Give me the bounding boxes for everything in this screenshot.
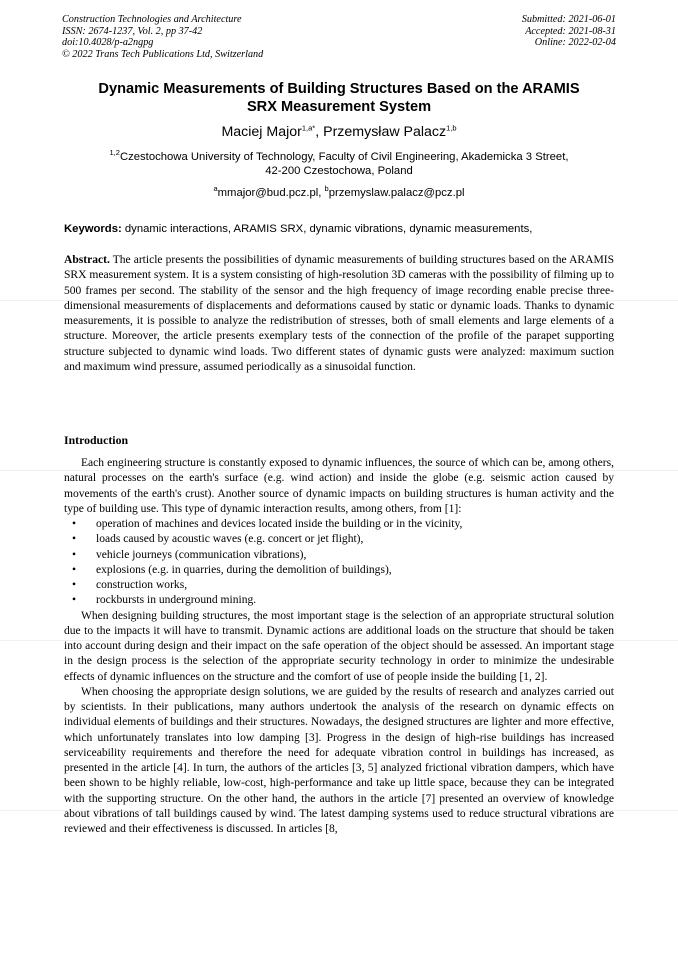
- submitted-date: Submitted: 2021-06-01: [521, 14, 616, 25]
- email-superscript: b: [324, 184, 329, 194]
- list-item-text: construction works,: [96, 579, 188, 591]
- list-item: [64, 517, 614, 532]
- issn: ISSN: 2674-1237, Vol. 2, pp 37-42: [62, 25, 203, 37]
- affiliation-line: Czestochowa University of Technology, Faculty of Civil Engineering, Akademicka 3 Street,: [119, 151, 569, 163]
- title-line: SRX Measurement System: [246, 99, 432, 115]
- paragraph: When designing building structures, the most important stage is the selection of an appropriate structural solution due to the impacts it will have to transmit. Dynamic actions are additional loads on the structure that should be taken into account during design and their impact on the safe operation of the object should be assessed. An important stage in the design process is the selection of the appropriate security technology in order to minimize the undesirable effects of dynamic influences on the structure and the comfort of use of people inside the building [1, 2].: [64, 609, 614, 683]
- bullet-icon: •: [72, 563, 77, 576]
- list-item-text: loads caused by acoustic waves (e.g. concert or jet flight),: [96, 533, 364, 546]
- list-item-text: rockbursts in underground mining.: [96, 594, 257, 607]
- list-item: [64, 578, 614, 593]
- author-emails: [62, 186, 616, 200]
- bullet-list: [64, 517, 614, 609]
- affiliation-line: 42-200 Czestochowa, Poland: [265, 165, 413, 178]
- abstract-text: The article presents the possibilities of dynamic measurements of building structures based on the ARAMIS SRX measurement system. It is a system consisting of high-resolution 3D cameras with the possibility of filming up to 500 frames per second. The stability of the sensor and the high frequency of image recording enable precise three-dimensional measurements of displacements and deformations caused by static or dynamic loads. Thanks to dynamic measurements, it is possible to analyze the redistribution of stresses, both of small elements and large elements of a structure. Moreover, the article presents exemplary tests of the connection of the profile of the parapet supporting structure subjected to dynamic wind loads. Two different states of dynamic gusts were analyzed: maximum suction and maximum wind pressure, assumed periodically as a sinusoidal function.: [64, 254, 614, 373]
- journal-info: [62, 14, 263, 60]
- list-item-text: explosions (e.g. in quarries, during the demolition of buildings),: [96, 563, 392, 576]
- bullet-icon: •: [72, 579, 77, 591]
- publication-dates: [522, 14, 616, 49]
- abstract: [64, 253, 614, 375]
- list-item: [64, 548, 614, 563]
- journal-name: Construction Technologies and Architecture: [62, 14, 242, 25]
- list-item-text: vehicle journeys (communication vibrations),: [96, 548, 307, 561]
- keywords-label: Keywords:: [64, 223, 122, 235]
- introduction-body: [64, 456, 614, 837]
- paper-title: [62, 80, 616, 116]
- bullet-icon: •: [72, 594, 77, 607]
- bullet-icon: •: [72, 548, 77, 561]
- paragraph: When choosing the appropriate design solutions, we are guided by the results of research and analyzes carried out by scientists. In their publications, many authors undertook the analysis of the research on dynamic effects on individual elements of buildings and their structures. Nowadays, the designed structures are lighter and more effective, which unfortunately translates into low damping [3]. Progress in the design of high-rise buildings has increased serviceability requirements and therefore the need for adequate vibration control in buildings has increased, as presented in the article [4]. In turn, the authors of the articles [3, 5] analyzed frictional vibration dampers, which have been shown to be highly reliable, low-cost, high-performance and take up little space, because they can be integrated with the supporting structure. On the other hand, the authors in the article [7] presented an overview of knowledge about vibrations of tall buildings caused by wind. The latest damping systems used to reduce structural vibrations are reviewed and their effectiveness is discussed. In articles [8,: [64, 685, 614, 835]
- list-item: [64, 532, 614, 547]
- title-line: Dynamic Measurements of Building Structures Based on the ARAMIS: [98, 81, 580, 97]
- email-separator: ,: [318, 187, 325, 199]
- affiliation-superscript: 1,2: [109, 148, 120, 158]
- author-list: [62, 124, 616, 141]
- keywords: [64, 222, 616, 236]
- doi: doi:10.4028/p-a2ngpg: [62, 37, 154, 49]
- author-name: Przemysław Palacz: [323, 124, 447, 140]
- abstract-label: Abstract.: [64, 254, 110, 266]
- bullet-icon: •: [72, 533, 77, 546]
- list-item-text: operation of machines and devices located inside the building or in the vicinity,: [96, 518, 463, 530]
- bullet-icon: •: [72, 518, 77, 530]
- paragraph: Each engineering structure is constantly exposed to dynamic influences, the source of which can be, among others, natural processes on the earth's surface (e.g. wind action) and inside the globe (e.g. seismic action caused by movements of the earth's crust). Another source of dynamic impacts on building structures is human activity and the type of building use. This type of dynamic interaction results, among others, from [1]:: [64, 457, 614, 515]
- online-date: Online: 2022-02-04: [534, 37, 616, 49]
- email-link[interactable]: przemyslaw.palacz@pcz.pl: [328, 187, 465, 199]
- section-heading: Introduction: [64, 433, 129, 447]
- author-name: Maciej Major: [221, 124, 302, 140]
- author-superscript: 1,b: [446, 123, 457, 133]
- list-item: [64, 563, 614, 578]
- email-link[interactable]: mmajor@bud.pcz.pl: [217, 187, 319, 199]
- author-separator: ,: [315, 124, 324, 140]
- copyright: © 2022 Trans Tech Publications Ltd, Switzerland: [62, 48, 264, 60]
- affiliation: [62, 150, 616, 178]
- list-item: [64, 593, 614, 608]
- accepted-date: Accepted: 2021-08-31: [525, 25, 616, 37]
- author-superscript: 1,a*: [301, 123, 316, 133]
- keywords-text: dynamic interactions, ARAMIS SRX, dynamic vibrations, dynamic measurements,: [121, 223, 533, 235]
- email-superscript: a: [213, 184, 218, 194]
